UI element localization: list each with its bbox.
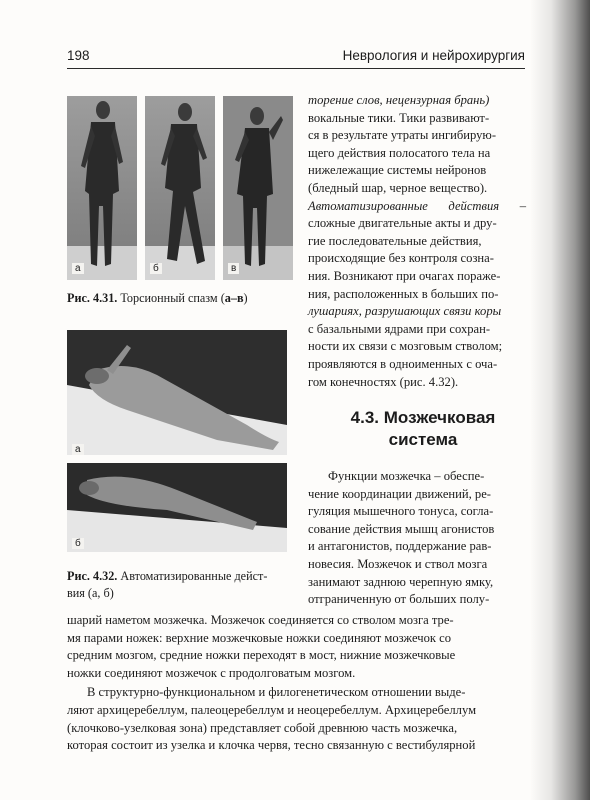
section-body-right: Функции мозжечка – обеспе- чение координации движений, ре- гуляция мышечного тонуса, согла- сование действия мышц агонистов и антагонистов, поддержание рав- новесия. Мозжечок и ствол мозга занимают заднюю черепную ямку, отграниченную от больших полу- (308, 469, 495, 607)
panel-label-b: б (72, 538, 84, 549)
term-automatic-actions: Автоматизированные действия (308, 198, 500, 213)
panel-label-c: в (228, 263, 239, 274)
caption-number: Рис. 4.31. (67, 291, 118, 305)
body-text-right-column: торение слов, нецензурная брань) вокальные тики. Тики развивают- ся в результате утраты ингибирую- щего действия полосатого тела на нижележащие системы нейронов (бледный шар, черное вещество). Автоматизированные действия – сложные двигательные акты и дру- гие последовательные действия, происходящие без контроля созна- ния. Возникают при очагах пораже- ния, расположенных в больших по- лушариях, разрушающих связи коры с базальными ядрами при сохран- ности их связи с мозговым стволом; проявляются в одноименных с оча- гом конечностях (рис. 4.32). (308, 93, 526, 389)
page-number: 198 (67, 48, 90, 63)
running-title: Неврология и нейрохирургия (342, 48, 525, 63)
figure-4-31-photos (67, 96, 293, 280)
figure-4-31-caption: Рис. 4.31. Торсионный спазм (а–в) (67, 291, 248, 305)
caption-number: Рис. 4.32. (67, 569, 118, 583)
figure-4-32-photos (67, 330, 287, 552)
panel-label-b: б (150, 263, 162, 274)
panel-label-a: а (72, 263, 84, 274)
running-header (67, 46, 525, 70)
figure-4-32-caption: Рис. 4.32. Автоматизированные дейст- вия (а, б) (67, 569, 268, 600)
panel-label-a: а (72, 444, 84, 455)
section-number: 4.3. (350, 408, 380, 427)
figure-4-32 (67, 330, 287, 552)
section-heading: 4.3. Мозжечковая система (350, 408, 496, 449)
figure-4-31 (67, 96, 293, 280)
book-spine-shadow (530, 0, 590, 800)
header-rule (67, 68, 525, 69)
body-text-full-width: шарий наметом мозжечка. Мозжечок соединяется со стволом мозга тре- мя парами ножек: верхние мозжечковые ножки соединяют мозжечок со средним мозгом, средние ножки переходят в мост, нижние мозжечковые ножки соединяют мозжечок с продолговатым мозгом. В структурно-функциональном и филогенетическом отношении выде- ляют архицеребеллум, палеоцеребеллум и неоцеребеллум. Архицеребеллум (клочково-узелковая зона) представляет собой древнюю часть мозжечка, которая состоит из узелка и клочка червя, тесно связанную с вестибулярной (67, 613, 477, 753)
